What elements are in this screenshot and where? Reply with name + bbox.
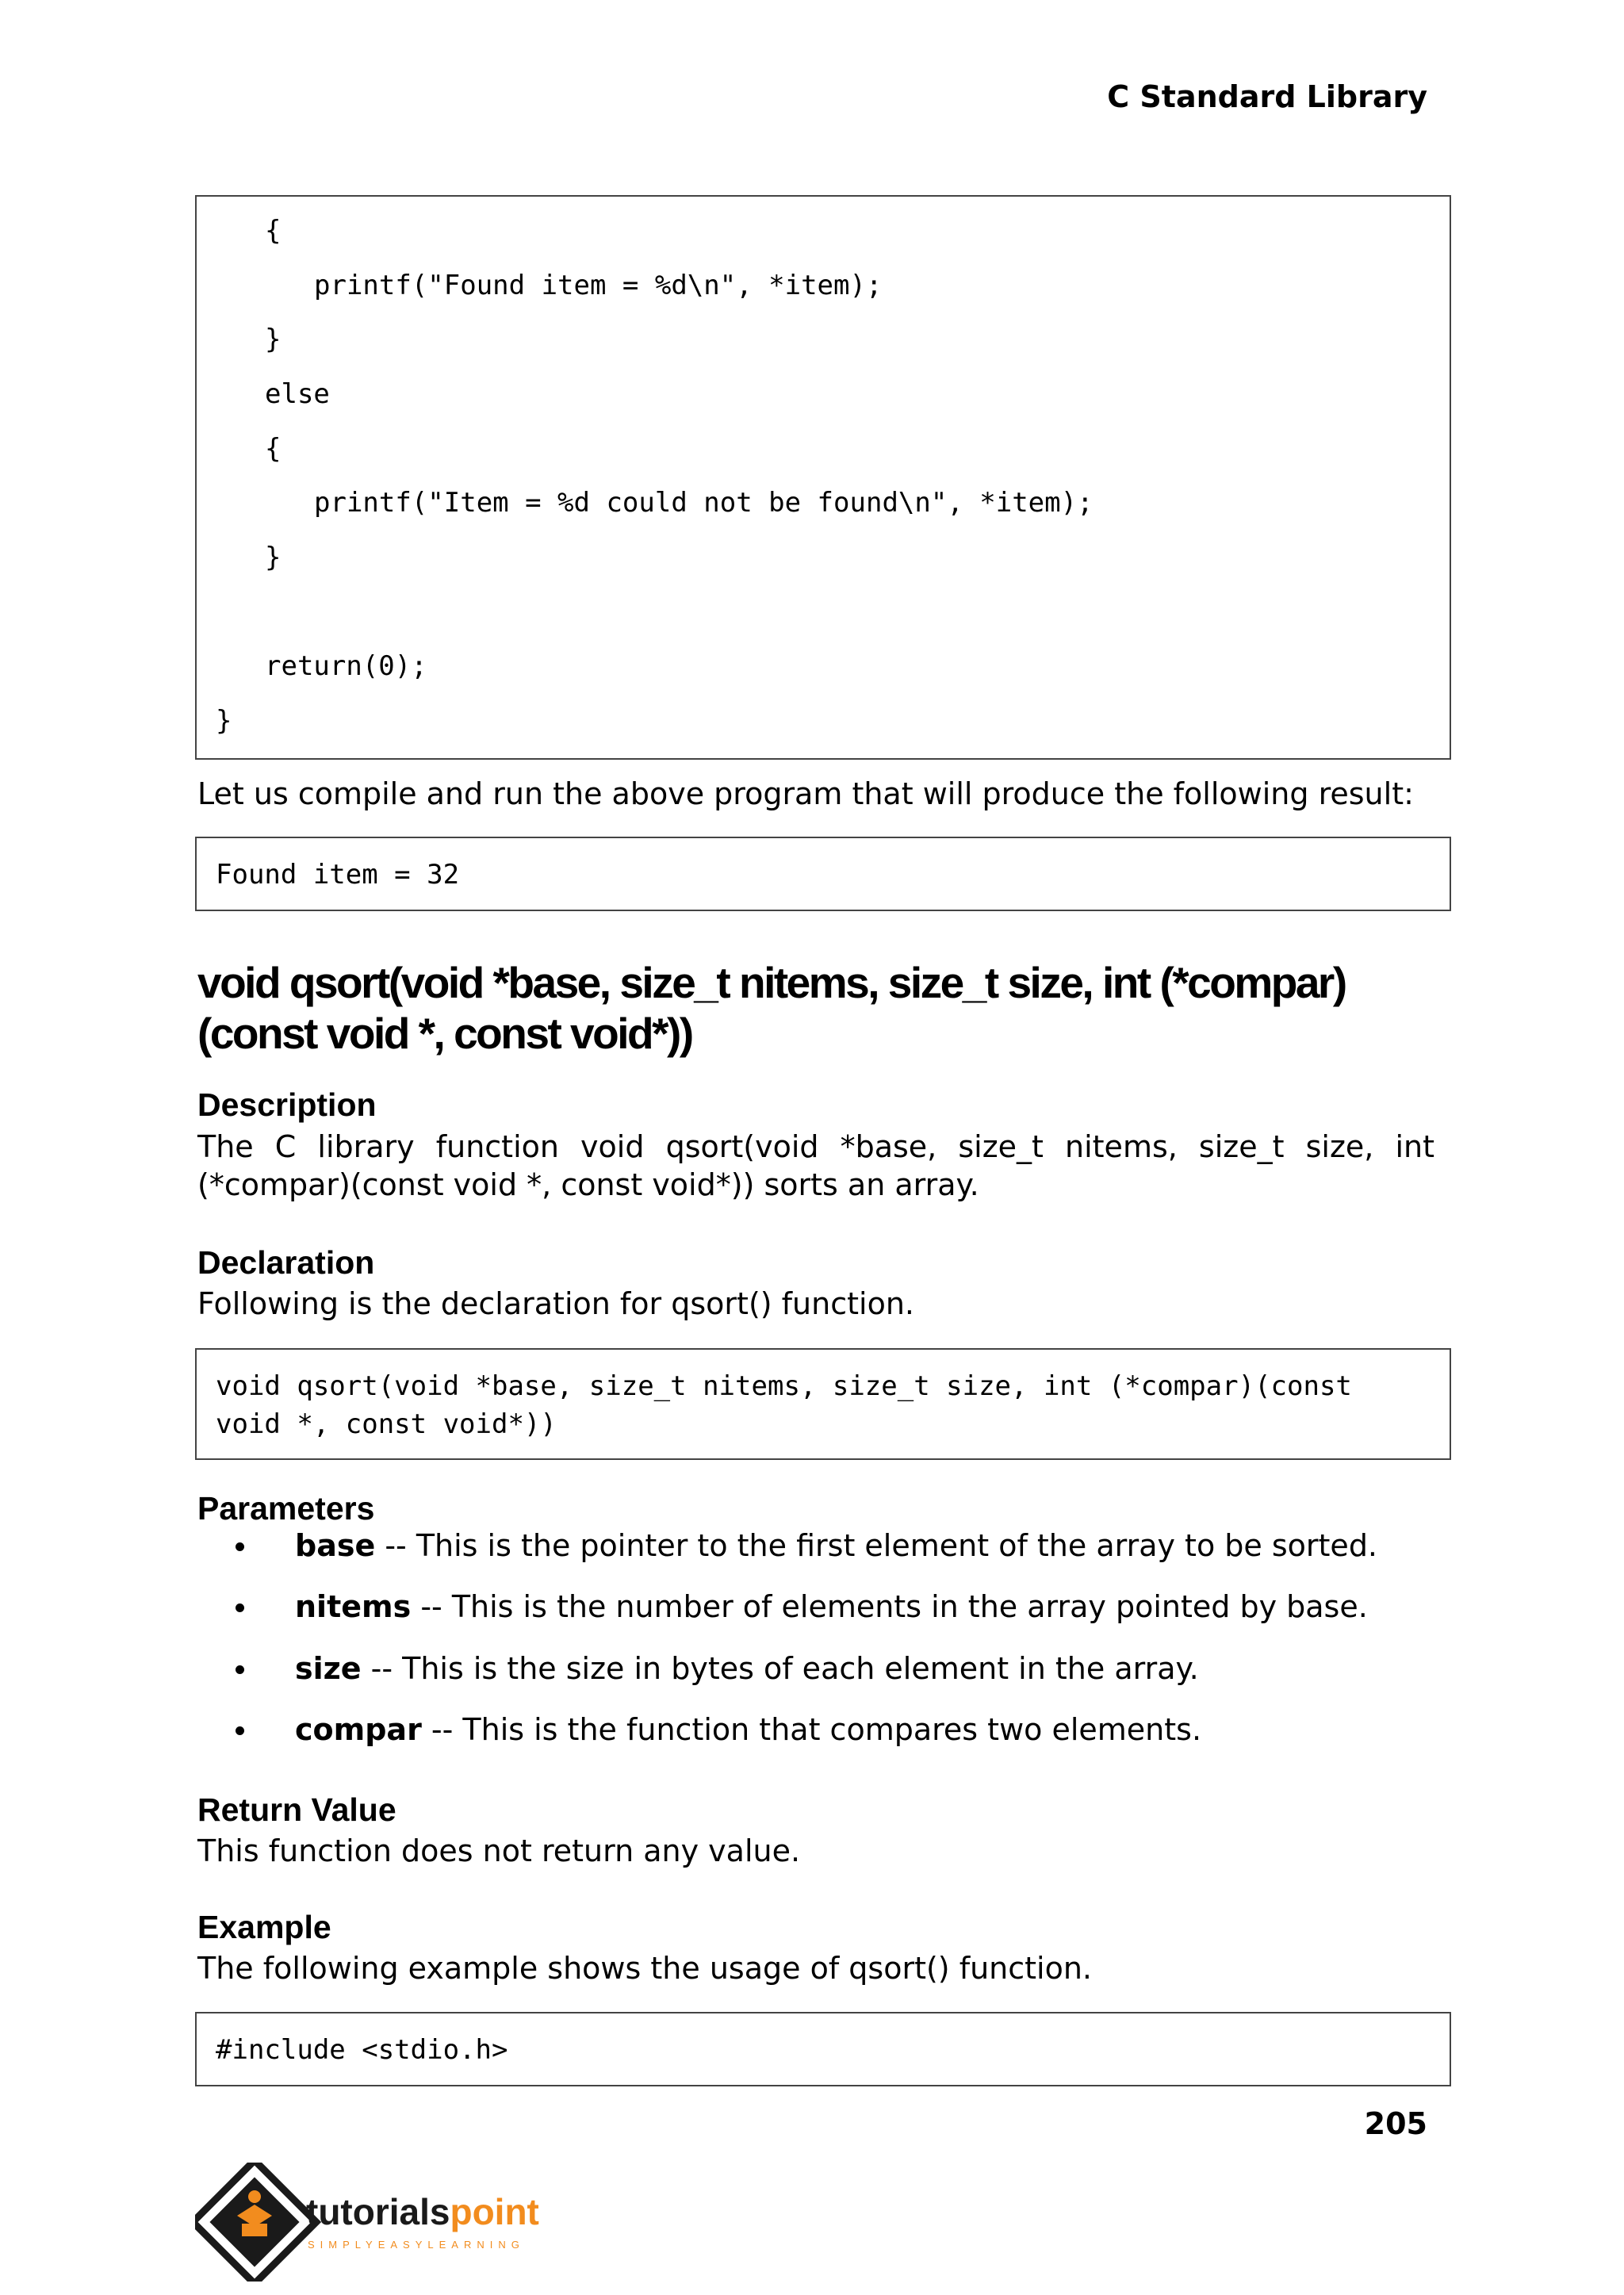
code-line: return(0); (265, 650, 427, 682)
code-line: #include <stdio.h> (216, 2034, 508, 2066)
parameter-name: size (295, 1651, 362, 1686)
function-title: void qsort(void *base, size_t nitems, size_t size, int (*compar)(const void *, const void*)) (197, 958, 1346, 1058)
example-heading: Example (197, 1909, 331, 1945)
code-line: } (216, 705, 232, 737)
parameters-heading: Parameters (197, 1490, 375, 1527)
parameter-description: -- This is the function that compares two elements. (421, 1712, 1202, 1747)
code-line: else (265, 378, 330, 410)
parameter-description: -- This is the number of elements in the array pointed by base. (411, 1589, 1368, 1624)
bullet (236, 1665, 244, 1674)
svg-text:tutorialspoint (306, 2191, 539, 2232)
bullet (236, 1603, 244, 1612)
page-number: 205 (1364, 2106, 1427, 2141)
parameter-name: base (295, 1528, 376, 1563)
bullet (236, 1726, 244, 1735)
declaration-text: Following is the declaration for qsort() function. (197, 1286, 914, 1321)
code-line: { (265, 215, 282, 247)
description-text: The C library function void qsort(void *base, size_t nitems, size_t size, int (*compar)(const void *, const void*)) sorts an array. (197, 1129, 1434, 1202)
parameter-name: compar (295, 1712, 422, 1747)
running-header: C Standard Library (1107, 79, 1427, 114)
code-line: } (265, 542, 282, 573)
logo-text-main-2: point (450, 2191, 539, 2232)
code-line: } (265, 324, 282, 355)
parameter-name: nitems (295, 1589, 412, 1624)
code-line: void *, const void*)) (216, 1408, 557, 1440)
parameter-description: -- This is the pointer to the first element of the array to be sorted. (375, 1528, 1378, 1563)
declaration-heading: Declaration (197, 1244, 375, 1281)
return-value-text: This function does not return any value. (197, 1833, 801, 1868)
code-line: printf("Found item = %d\n", *item); (314, 270, 883, 301)
return-value-heading: Return Value (197, 1791, 396, 1828)
parameter-description: -- This is the size in bytes of each element in the array. (361, 1651, 1199, 1686)
code-line: printf("Item = %d could not be found\n", *item); (314, 487, 1094, 519)
logo-tagline: SIMPLYEASYLEARNING (308, 2239, 525, 2251)
bullet (236, 1542, 244, 1551)
declaration-code-block (195, 1348, 1451, 1460)
output-block (195, 837, 1451, 911)
code-line: void qsort(void *base, size_t nitems, size_t size, int (*compar)(const (216, 1370, 1352, 1402)
example-text: The following example shows the usage of qsort() function. (197, 1951, 1093, 1986)
output-line: Found item = 32 (216, 859, 460, 891)
intro-paragraph: Let us compile and run the above program that will produce the following result: (197, 776, 1414, 811)
example-code-block (195, 2012, 1451, 2086)
code-line: { (265, 433, 282, 465)
code-block (195, 195, 1451, 760)
description-heading: Description (197, 1086, 377, 1123)
logo-mark-icon (195, 2163, 568, 2282)
tutorialspoint-logo (195, 2163, 568, 2282)
logo-text-main-1: tutorials (306, 2191, 450, 2232)
